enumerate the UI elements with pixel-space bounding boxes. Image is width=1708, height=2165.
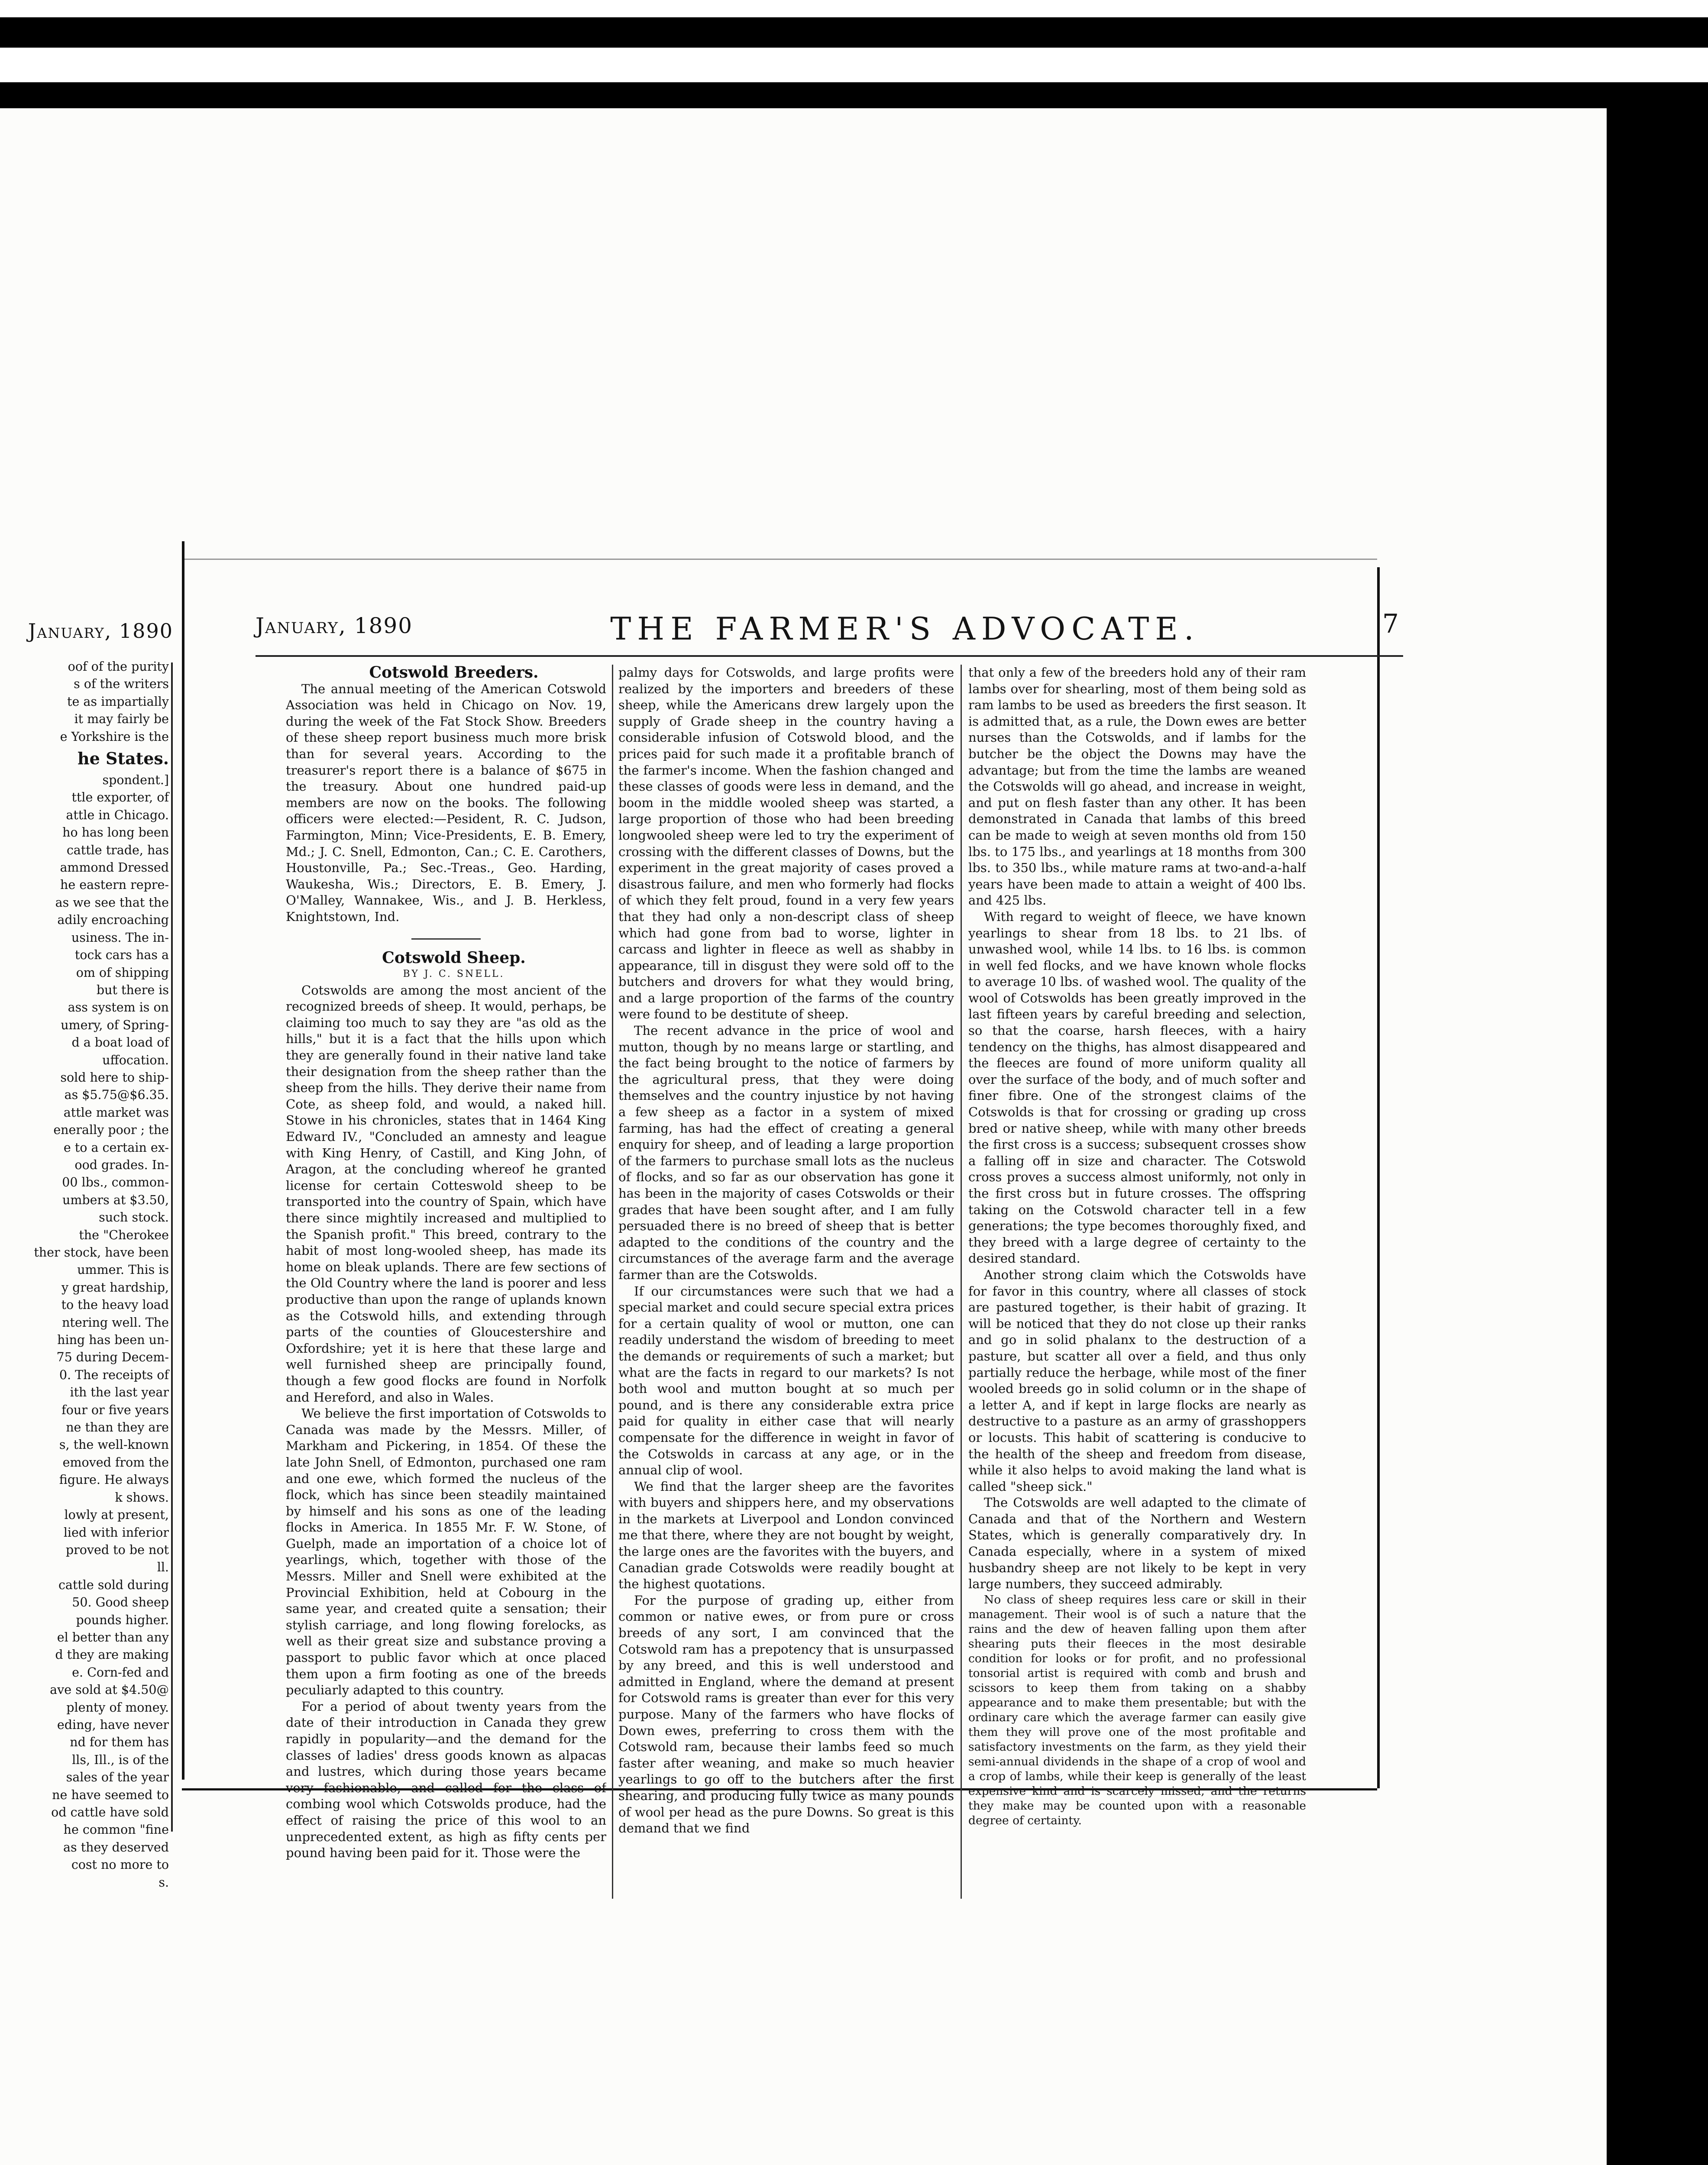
left-page-line: om of shipping: [76, 965, 169, 980]
left-page-line: ll.: [157, 1560, 169, 1575]
left-page-lines-a: [0, 658, 169, 746]
page-header: [256, 611, 1399, 645]
article-paragraph: For a period of about twenty years from the date of their introduction in Canada they grew rapidly in popularity—and the demand for the classes of ladies' dress goods known as alpacas and lustres, which during those years became very fashionable, and called for the class of combing wool which Cotswolds produce, had the effect of raising the price of this wool to an unprecedented extent, as high as fifty cents per pound having been paid for it. Those were the: [286, 1699, 606, 1861]
left-page-line: attle in Chicago.: [66, 808, 169, 822]
left-page-line: proved to be not: [65, 1542, 169, 1557]
left-page-line: ttle exporter, of: [71, 790, 169, 805]
article-paragraph: palmy days for Cotswolds, and large profits were realized by the importers and breeders of these sheep, while the Americans drew largely upon the supply of Grade sheep in the country having a considerable infusion of Cotswold blood, and the prices paid for such made it a profitable branch of the farmer's income. When the fashion changed and these classes of goods were less in demand, and the boom in the middle wooled sheep was started, a large proportion of those who had been breeding longwooled sheep were led to try the experiment of crossing with the different classes of Downs, but the experiment in the great majority of cases proved a disastrous failure, and men who formerly had flocks of which they felt proud, found in a very few years that they had only a non-descript class of sheep which had gone from bad to worse, lighter in carcass and lighter in fleece as well as shabby in appearance, till in disgust they were sold off to the butchers and drovers for what they would bring, and a large proportion of the farms of the country were found to be destitute of sheep.: [618, 665, 954, 1022]
left-page-line: y great hardship,: [61, 1280, 169, 1295]
left-page-line: ass system is on: [68, 1000, 169, 1015]
left-page-line: e to a certain ex-: [63, 1140, 169, 1155]
left-page-line: cattle sold during: [58, 1577, 169, 1592]
article-paragraph: The annual meeting of the American Cotswold Association was held in Chicago on Nov. 19, during the week of the Fat Stock Show. Breeders of these sheep report business much more brisk than for several years. According to the treasurer's report there is a balance of $675 in the treasury. About one hundred paid-up members are now on the books. The following officers were elected:—Pesident, R. C. Judson, Farmington, Minn; Vice-Presidents, E. B. Emery, Md.; J. C. Snell, Edmonton, Can.; C. E. Carothers, Houstonville, Pa.; Sec.-Treas., Geo. Harding, Waukesha, Wis.; Directors, E. B. Emery, J. O'Malley, Wannakee, Wis., and J. B. Herkless, Knightstown, Ind.: [286, 681, 606, 924]
left-page-line: k shows.: [115, 1490, 169, 1505]
left-page-line: nd for them has: [70, 1735, 169, 1750]
left-page-line: ho has long been: [62, 825, 169, 840]
left-page-header: January, 1890: [28, 619, 173, 643]
left-page-text: [0, 658, 169, 1891]
left-page-line: ne than they are: [66, 1420, 169, 1435]
left-page-line: plenty of money.: [66, 1700, 169, 1715]
article-paragraph: We believe the first importation of Cotswolds to Canada was made by the Messrs. Miller, of Markham and Pickering, in 1854. Of these the late John Snell, of Edmonton, purchased one ram and one ewe, which formed the nucleus of the flock, which has since been steadily maintained by himself and his sons as one of the leading flocks in America. In 1855 Mr. F. W. Stone, of Guelph, made an importation of a choice lot of yearlings, which, together with those of the Messrs. Miller and Snell were exhibited at the Provincial Exhibition, held at Cobourg in the same year, and created quite a sensation; their stylish carriage, and long flowing forelocks, as well as their great size and substance proving a passport to public favor which at once placed them upon a firm footing as one of the breeds peculiarly adapted to this country.: [286, 1406, 606, 1698]
left-page-line: el better than any: [57, 1630, 169, 1645]
left-page-line: ntering well. The: [62, 1315, 169, 1330]
left-page-line: lls, Ill., is of the: [72, 1752, 169, 1767]
left-page-line: 50. Good sheep: [72, 1595, 169, 1610]
left-partial-page: [0, 108, 182, 2165]
left-page-line: 00 lbs., common-: [62, 1175, 169, 1190]
left-page-column-rule: [171, 662, 173, 1832]
left-page-line: 75 during Decem-: [56, 1350, 169, 1365]
page-binding-edge: [182, 541, 184, 1780]
left-page-line: such stock.: [99, 1210, 169, 1225]
page-frame-right: [1377, 567, 1380, 1788]
article-paragraph: We find that the larger sheep are the favorites with buyers and shippers here, and my observations in the markets at Liverpool and London convinced me that there, where they are not bought by weight, the large ones are the favorites with the buyers, and Canadian grade Cotswolds were readily bought at the highest quotations.: [618, 1479, 954, 1592]
left-page-line: to the heavy load: [61, 1298, 169, 1312]
article-paragraph: The Cotswolds are well adapted to the climate of Canada and that of the Northern and Western States, which is generally comparatively dry. In Canada especially, where in a system of mixed husbandry sheep are not likely to be kept in very large numbers, they succeed admirably.: [968, 1495, 1306, 1592]
left-page-subhead: he States.: [77, 749, 169, 769]
left-page-line: ther stock, have been: [34, 1245, 169, 1260]
newspaper-page: [182, 108, 1607, 2165]
left-page-line: umbers at $3.50,: [62, 1192, 169, 1207]
left-page-line: d a boat load of: [71, 1035, 169, 1050]
left-page-line: hing has been un-: [57, 1333, 169, 1347]
left-page-line: he common "fine: [63, 1822, 169, 1837]
page-number: 7: [1382, 609, 1399, 639]
column-1: [286, 665, 606, 1899]
left-page-line: s of the writers: [74, 677, 169, 692]
left-page-line: as we see that the: [55, 895, 169, 910]
header-date: January, 1890: [256, 613, 413, 638]
left-page-line: cost no more to: [71, 1858, 169, 1872]
left-page-line: pounds higher.: [76, 1612, 169, 1627]
left-page-line: ith the last year: [70, 1385, 169, 1400]
left-page-line: lied with inferior: [63, 1525, 169, 1540]
left-page-line: tock cars has a: [74, 948, 169, 963]
scan-top-border: [0, 17, 1708, 48]
article-paragraph: Another strong claim which the Cotswolds have for favor in this country, where all classes of stock are pastured together, is their habit of grazing. It will be noticed that they do not close up their ranks and go in solid phalanx to the destruction of a pasture, but scatter all over a field, and thus only partially reduce the herbage, while most of the finer wooled breeds go in solid column or in the shape of a letter A, and if kept in large flocks are nearly as destructive to a pasture as an army of grasshoppers or locusts. This habit of scattering is conducive to the health of the sheep and freedom from disease, while it also helps to avoid making the land what is called "sheep sick.": [968, 1267, 1306, 1494]
masthead-title: THE FARMER'S ADVOCATE.: [610, 611, 1200, 647]
article-byline: BY J. C. SNELL.: [403, 969, 505, 980]
left-page-line: enerally poor ; the: [53, 1123, 169, 1137]
left-page-line: sales of the year: [66, 1770, 169, 1785]
left-page-line: but there is: [96, 982, 169, 997]
left-page-line: oof of the purity: [68, 659, 169, 674]
column-3: [968, 665, 1306, 1899]
left-page-line: lowly at present,: [64, 1508, 169, 1522]
left-page-line: as they deserved: [63, 1840, 169, 1855]
article-paragraph: Cotswolds are among the most ancient of the recognized breeds of sheep. It would, perhaps, be claiming too much to say they are "as old as the hills," but it is a fact that the hills upon which they are generally found in their native land take their designation from the sheep rather than the sheep from the hills. They derive their name from Cote, as sheep fold, and would, a naked hill. Stowe in his chronicles, states that in 1464 King Edward IV., "Concluded an amnesty and league with King Henry, of Castill, and King John, of Aragon, at the concluding whereof he granted license for certain Cotteswold sheep to be transported into the country of Spain, which have there since mightily increased and multiplied to the Spanish profit." This breed, contrary to the habit of most long-wooled sheep, has made its home on bleak uplands. There are few sections of the Old Country where the land is poorer and less productive than upon the range of uplands known as the Cotswold hills, and extending through parts of the counties of Gloucestershire and Oxfordshire; yet it is here that these large and well furnished sheep are principally found, though a few good flocks are found in Norfolk and Hereford, and also in Wales.: [286, 982, 606, 1405]
left-page-line: ave sold at $4.50@: [50, 1683, 169, 1697]
left-page-line: adily encroaching: [57, 913, 169, 927]
column-2: [618, 665, 954, 1899]
article-paragraph: that only a few of the breeders hold any of their ram lambs over for shearling, most of them being sold as ram lambs to be used as breeders the first season. It is admitted that, as a rule, the Down ewes are better nurses than the Cotswolds, and if lambs for the butcher be the object the Downs may have the advantage; but from the time the lambs are weaned the Cotswolds will go ahead, and increase in weight, and put on flesh faster than any other. It has been demonstrated in Canada that lambs of this breed can be made to weigh at seven months old from 150 lbs. to 175 lbs., and yearlings at 18 months from 300 lbs. to 350 lbs., while mature rams at two-and-a-half years have been made to attain a weight of 400 lbs. and 425 lbs.: [968, 665, 1306, 908]
left-page-line: d they are making: [55, 1648, 169, 1662]
left-page-line: ood grades. In-: [74, 1157, 169, 1172]
article-paragraph: For the purpose of grading up, either from common or native ewes, or from pure or cross breeds of any sort, I am convinced that the Cotswold ram has a prepotency that is unsurpassed by any breed, and this is well understood and admitted in England, where the demand at present for Cotswold rams is greater than ever for this very purpose. Many of the farmers who have flocks of Down ewes, preferring to cross them with the Cotswold ram, because their lambs feed so much faster after weaning, and make so much heavier yearlings to go off to the butchers after the first shearing, and producing fully twice as many pounds of wool per head as the pure Downs. So great is this demand that we find: [618, 1593, 954, 1836]
left-page-line: spondent.]: [102, 773, 169, 788]
left-page-line: s.: [159, 1875, 169, 1890]
left-page-line: attle market was: [63, 1105, 169, 1120]
left-page-line: e Yorkshire is the: [60, 729, 169, 744]
left-page-line: ne have seemed to: [52, 1787, 169, 1802]
left-page-line: uffocation.: [102, 1053, 169, 1067]
left-page-line: s, the well-known: [59, 1438, 169, 1452]
left-page-line: 0. The receipts of: [59, 1367, 169, 1382]
article-paragraph: No class of sheep requires less care or skill in their management. Their wool is of such a nature that the rains and the dew of heaven falling upon them after shearing puts their fleeces in the most desirable condition for looks or for profit, and no professional tonsorial artist is required with comb and brush and scissors to keep them from taking on a shabby appearance and to make them presentable; but with the ordinary care which the average farmer can easily give them they will prove one of the most profitable and satisfactory investments on the farm, as they yield their semi-annual dividends in the shape of a crop of wool and a crop of lambs, while their keep is generally of the least expensive kind and is scarcely missed, and the returns they make may be counted upon with a reasonable degree of certainty.: [968, 1593, 1306, 1827]
article-separator: [411, 938, 481, 940]
left-page-line: it may fairly be: [74, 712, 169, 727]
left-page-line: usiness. The in-: [71, 930, 169, 945]
left-page-line: as $5.75@$6.35.: [64, 1088, 169, 1102]
left-page-line: ummer. This is: [77, 1263, 169, 1277]
left-page-line: eding, have never: [57, 1717, 169, 1732]
left-page-line: te as impartially: [67, 694, 169, 709]
article-paragraph: If our circumstances were such that we had a special market and could secure special extra prices for a certain quality of wool or mutton, one can readily understand the wisdom of breeding to meet the demands or requirements of such a market; but what are the facts in regard to our markets? Is not both wool and mutton bought at so much per pound, and is there any considerable extra price paid for quality in either case that will nearly compensate for the difference in weight in favor of the Cotswolds in carcass at any age, or in the annual clip of wool.: [618, 1283, 954, 1478]
left-page-line: od cattle have sold: [51, 1805, 169, 1819]
article-paragraph: The recent advance in the price of wool and mutton, though by no means large or startling, and the fact being brought to the notice of farmers by the agricultural press, that they were doing themselves and the country injustice by not having a few sheep as a factor in a system of mixed farming, has had the effect of creating a general enquiry for sheep, and of leading a large proportion of the farmers to purchase small lots as the nucleus of flocks, and so far as our observation has gone it has been in the majority of cases Cotswolds or their grades that have been sought after, and I am fully persuaded there is no breed of sheep that is better adapted to the conditions of the country and the circumstances of the average farm and the average farmer than are the Cotswolds.: [618, 1023, 954, 1282]
column-rule-1: [612, 665, 613, 1899]
left-page-line: emoved from the: [62, 1455, 169, 1470]
article-title-cotswold-sheep: Cotswold Sheep.: [382, 948, 526, 967]
left-page-line: sold here to ship-: [60, 1070, 169, 1085]
left-page-line: the "Cherokee: [79, 1228, 169, 1242]
left-page-line: four or five years: [61, 1402, 169, 1417]
article-paragraph: With regard to weight of fleece, we have known yearlings to shear from 18 lbs. to 21 lbs. of unwashed wool, while 14 lbs. to 16 lbs. is common in well fed flocks, and we have known whole flocks to average 10 lbs. of washed wool. The quality of the wool of Cotswolds has been greatly improved in the last fifteen years by careful breeding and selection, so that the coarse, harsh fleeces, with a hairy tendency on the thighs, has almost disappeared and the fleeces are found of more uniform quality all over the surface of the body, and of much softer and finer fibre. One of the strongest claims of the Cotswolds is that for crossing or grading up cross bred or native sheep, while with many other breeds the first cross is a success; subsequent crosses show a falling off in size and character. The Cotswold cross proves a success almost uniformly, not only in the first cross but in future crosses. The offspring taking on the Cotswold character tell in a few generations; the type becomes thoroughly fixed, and they breed with a large degree of certainty to the desired standard.: [968, 909, 1306, 1266]
left-page-line: he eastern repre-: [60, 878, 169, 892]
left-page-line: e. Corn-fed and: [72, 1665, 169, 1680]
left-page-lines-b: [0, 772, 169, 1891]
page-frame-top: [182, 559, 1377, 560]
left-page-line: figure. He always: [59, 1473, 169, 1487]
left-page-line: cattle trade, has: [66, 843, 169, 857]
left-page-line: umery, of Spring-: [61, 1018, 169, 1032]
header-rule: [256, 655, 1403, 657]
article-title-cotswold-breeders: Cotswold Breeders.: [369, 665, 539, 682]
column-rule-2: [961, 665, 962, 1899]
left-page-line: ammond Dressed: [60, 860, 169, 875]
